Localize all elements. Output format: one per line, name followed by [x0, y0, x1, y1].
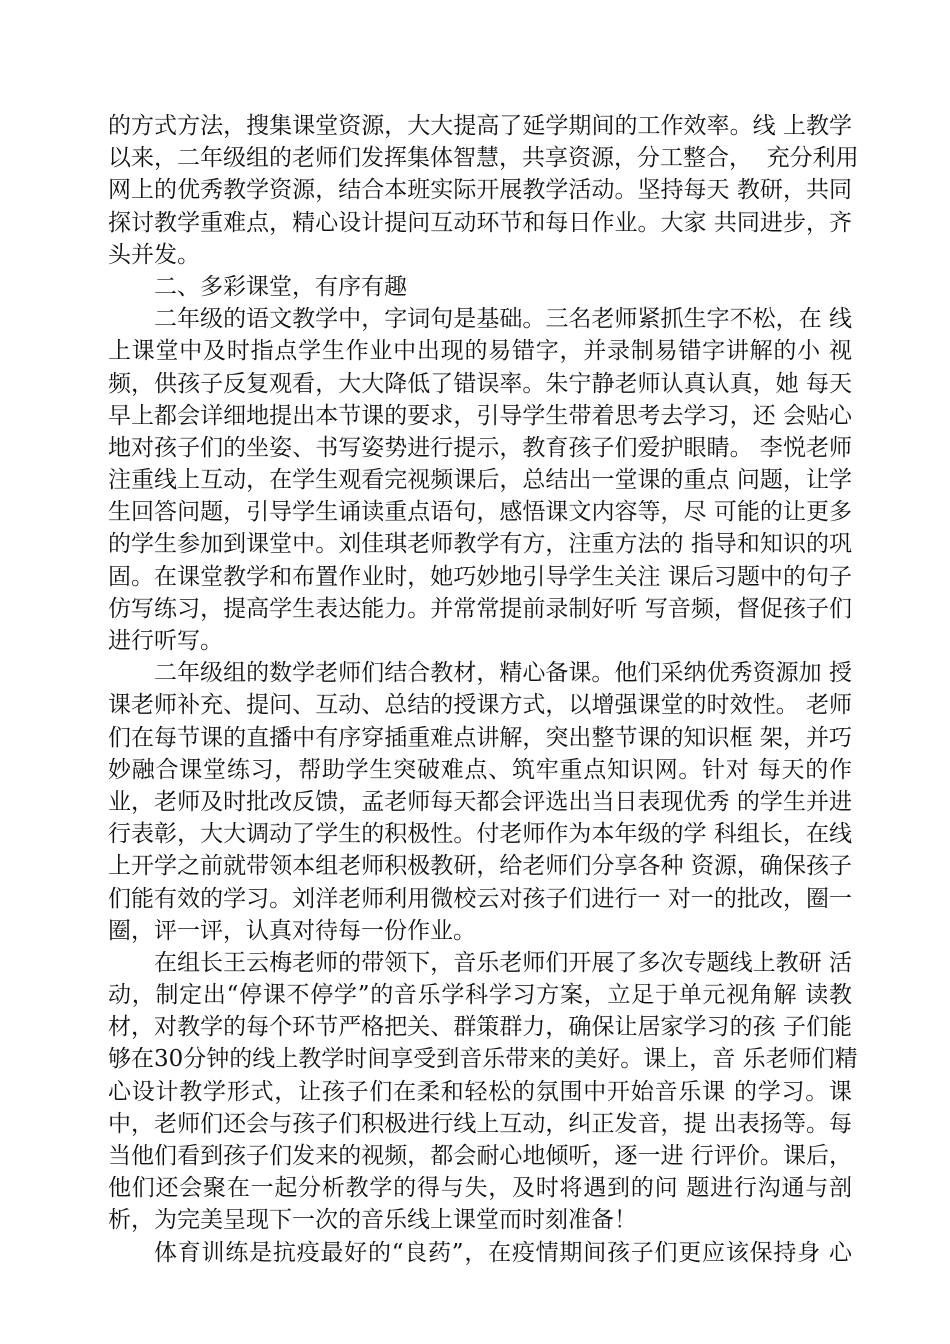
text-line: 们能有效的学习。刘洋老师利用微校云对孩子们进行一 对一的批改，圈一 [108, 885, 852, 912]
text-line: 二、多彩课堂，有序有趣 [154, 273, 407, 300]
text-line: 探讨教学重难点，精心设计提问互动环节和每日作业。大家 共同进步，齐 [108, 209, 852, 236]
paragraph [108, 657, 852, 947]
text-line: 行表彰，大大调动了学生的积极性。付老师作为本年级的学 科组长，在线 [108, 821, 852, 848]
text-line: 二年级的语文教学中，字词句是基础。三名老师紧抓生字不松，在 线 [154, 306, 852, 333]
text-line: 频，供孩子反复观看，大大降低了错误率。朱宁静老师认真认真，她 每天 [108, 370, 852, 397]
text-line: 够在30分钟的线上教学时间享受到音乐带来的美好。课上，音 乐老师们精 [108, 1046, 858, 1073]
text-line: 体育训练是抗疫最好的“良药”，在疫情期间孩子们更应该保持身 心 [154, 1239, 852, 1266]
text-line: 网上的优秀教学资源，结合本班实际开展教学活动。坚持每天 教研，共同 [108, 177, 852, 204]
text-line: 课老师补充、提问、互动、总结的授课方式，以增强课堂的时效性。 老师 [108, 692, 852, 719]
paragraph [108, 303, 852, 657]
text-line: 当他们看到孩子们发来的视频，都会耐心地倾听，逐一进 行评价。课后， [108, 1143, 852, 1169]
text-line: 中，老师们还会与孩子们积极进行线上互动，纠正发音，提 出表扬等。每 [108, 1110, 852, 1137]
text-line: 地对孩子们的坐姿、书写姿势进行提示，教育孩子们爱护眼睛。 李悦老师 [108, 434, 852, 461]
text-line: 他们还会聚在一起分析教学的得与失，及时将遇到的问 题进行沟通与剖 [108, 1175, 852, 1202]
section-heading [108, 271, 852, 303]
text-line: 业，老师及时批改反馈，孟老师每天都会评选出当日表现优秀 的学生并进 [108, 788, 852, 815]
text-line: 固。在课堂教学和布置作业时，她巧妙地引导学生关注 课后习题中的句子 [108, 563, 852, 590]
text-line: 材，对教学的每个环节严格把关、群策群力，确保让居家学习的孩 子们能 [108, 1014, 852, 1041]
text-line: 析，为完美呈现下一次的音乐线上课堂而时刻准备！ [108, 1207, 637, 1234]
text-line: 妙融合课堂练习，帮助学生突破难点、筑牢重点知识网。针对 每天的作 [108, 756, 852, 783]
text-line: 以来，二年级组的老师们发挥集体智慧，共享资源，分工整合， 充分利用 [108, 145, 859, 172]
text-line: 早上都会详细地提出本节课的要求，引导学生带着思考去学习，还 会贴心 [108, 402, 852, 429]
text-line: 二年级组的数学老师们结合教材，精心备课。他们采纳优秀资源加 授 [154, 660, 852, 687]
text-line: 上开学之前就带领本组老师积极教研，给老师们分享各种 资源，确保孩子 [108, 853, 852, 880]
text-line: 在组长王云梅老师的带领下，音乐老师们开展了多次专题线上教研 活 [154, 949, 852, 976]
text-line: 圈，评一评，认真对待每一份作业。 [108, 917, 476, 944]
text-line: 们在每节课的直播中有序穿插重难点讲解，突出整节课的知识框 架，并巧 [108, 724, 852, 751]
document-page [108, 110, 859, 1269]
paragraph [108, 947, 858, 1237]
text-line: 进行听写。 [108, 628, 223, 654]
paragraph [108, 110, 859, 271]
text-line: 仿写练习，提高学生表达能力。并常常提前录制好听 写音频，督促孩子们 [108, 595, 852, 622]
text-line: 动，制定出“停课不停学”的音乐学科学习方案，立足于单元视角解 读教 [108, 982, 852, 1009]
paragraph [108, 1237, 852, 1269]
text-line: 生回答问题，引导学生诵读重点语句，感悟课文内容等，尽 可能的让更多 [108, 499, 852, 526]
text-line: 注重线上互动，在学生观看完视频课后，总结出一堂课的重点 问题，让学 [108, 467, 852, 494]
text-line: 的学生参加到课堂中。刘佳琪老师教学有方，注重方法的 指导和知识的巩 [108, 531, 852, 558]
text-line: 上课堂中及时指点学生作业中出现的易错字，并录制易错字讲解的小 视 [108, 338, 852, 365]
text-line: 心设计教学形式，让孩子们在柔和轻松的氛围中开始音乐课 的学习。课 [108, 1078, 852, 1105]
text-line: 头并发。 [108, 241, 200, 268]
text-line: 的方式方法，搜集课堂资源，大大提高了延学期间的工作效率。线 上教学 [108, 113, 852, 139]
